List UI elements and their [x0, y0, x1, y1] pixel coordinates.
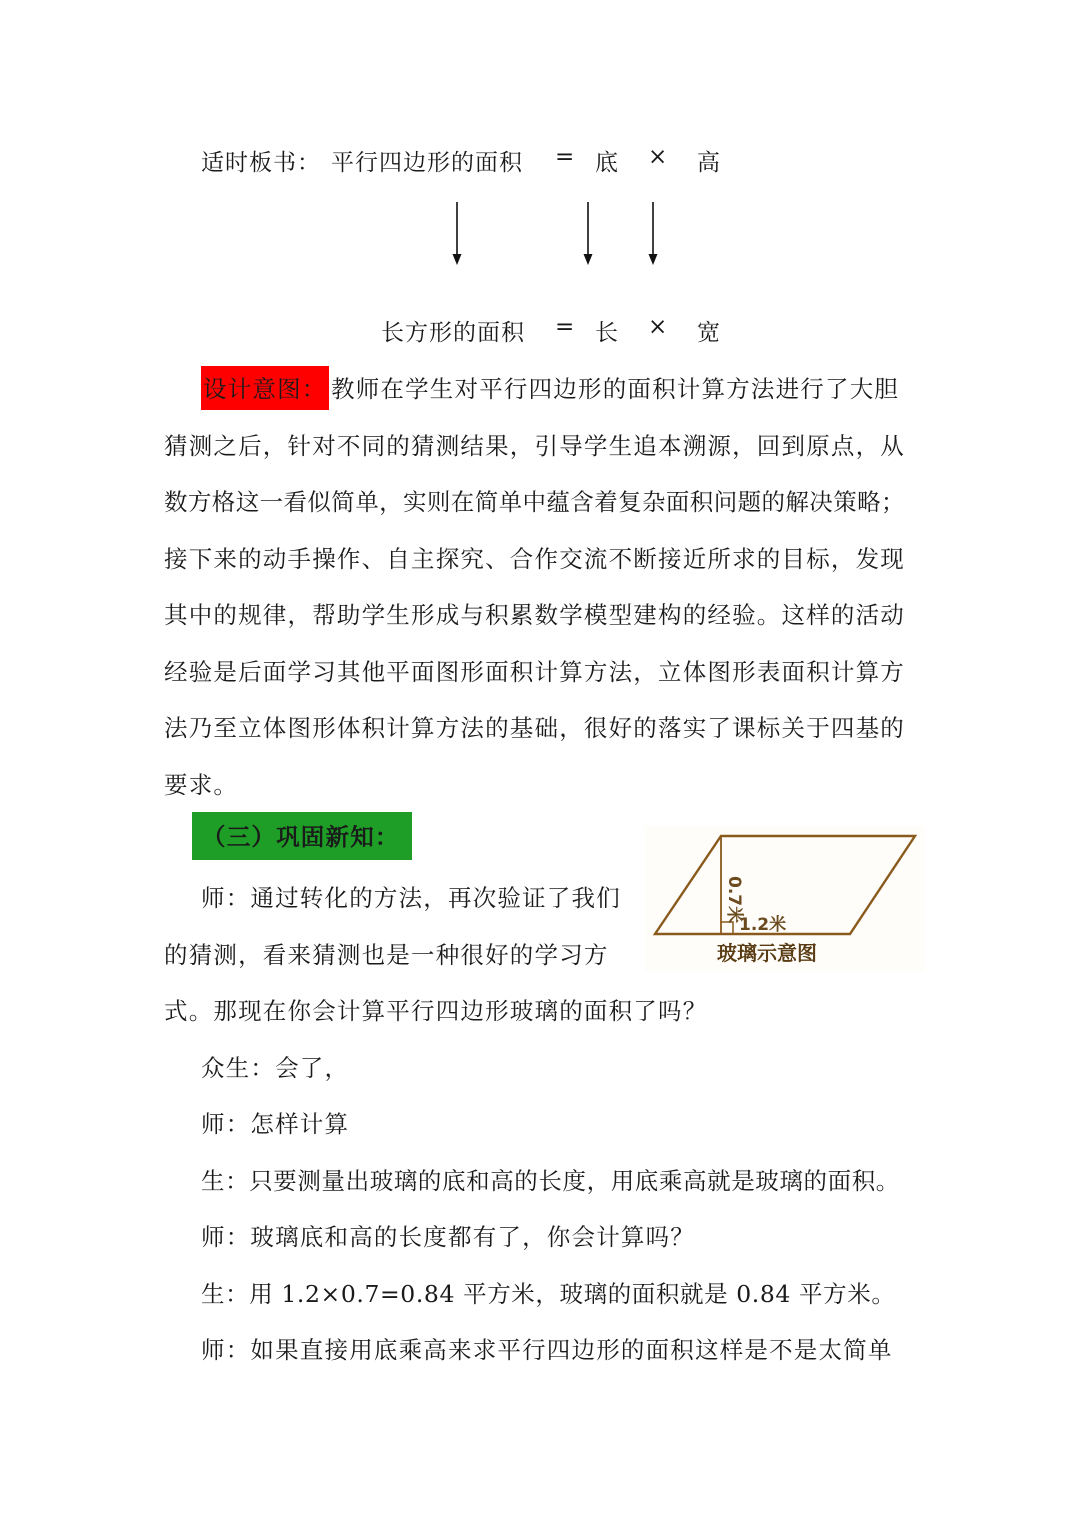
arrow-down-icon [453, 202, 462, 265]
design-line: 教师在学生对平行四边形的面积计算方法进行了大胆 [331, 375, 900, 403]
design-line: 法乃至立体图形体积计算方法的基础，很好的落实了课标关于四基的 [164, 714, 905, 742]
design-line: 接下来的动手操作、自主探究、合作交流不断接近所求的目标，发现 [164, 545, 905, 573]
base-label: 1.2米 [739, 915, 787, 935]
design-line: 要求。 [164, 771, 239, 799]
formula-bottom-lhs: 长方形的面积 [381, 320, 525, 346]
formula-top-eq: = [555, 144, 576, 170]
intro-line: 的猜测，看来猜测也是一种很好的学习方 [164, 941, 609, 969]
formula-arrows [440, 196, 680, 271]
intro-line: 师：通过转化的方法，再次验证了我们 [201, 884, 621, 912]
design-line: 经验是后面学习其他平面图形面积计算方法，立体图形表面积计算方 [164, 658, 905, 686]
intro-line: 式。那现在你会计算平行四边形玻璃的面积了吗？ [164, 997, 708, 1025]
dialogue-line: 众生：会了， [201, 1054, 350, 1082]
dialogue-line: 师：玻璃底和高的长度都有了，你会计算吗？ [201, 1223, 695, 1251]
formula-bottom-eq: = [555, 314, 576, 340]
dialogue-line: 生：用 1.2×0.7=0.84 平方米，玻璃的面积就是 0.84 平方米。 [201, 1280, 896, 1308]
arrow-down-icon [649, 202, 658, 265]
formula-label: 适时板书： [201, 150, 321, 176]
figure-caption: 玻璃示意图 [717, 941, 817, 965]
glass-diagram [645, 826, 925, 971]
dialogue-line: 师：如果直接用底乘高来求平行四边形的面积这样是不是太简单 [201, 1336, 893, 1364]
formula-top-b: 高 [697, 150, 721, 176]
design-intent-tag: 设计意图： [201, 366, 329, 410]
formula-bottom-a: 长 [595, 320, 619, 346]
formula-bottom-b: 宽 [697, 320, 721, 346]
design-line: 数方格这一看似简单，实则在简单中蕴含着复杂面积问题的解决策略； [164, 488, 905, 516]
dialogue-line: 生：只要测量出玻璃的底和高的长度，用底乘高就是玻璃的面积。 [201, 1167, 900, 1195]
formula-top-lhs: 平行四边形的面积 [331, 150, 523, 176]
design-line: 猜测之后，针对不同的猜测结果，引导学生追本溯源，回到原点，从 [164, 432, 905, 460]
formula-bottom-times: × [648, 314, 669, 340]
design-line: 其中的规律，帮助学生形成与积累数学模型建构的经验。这样的活动 [164, 601, 905, 629]
arrow-down-icon [584, 202, 593, 265]
formula-top-a: 底 [595, 150, 619, 176]
dialogue-line: 师：怎样计算 [201, 1110, 350, 1138]
height-label: 0.7米 [724, 876, 744, 924]
formula-top-times: × [648, 144, 669, 170]
section-heading: （三）巩固新知： [192, 812, 412, 860]
